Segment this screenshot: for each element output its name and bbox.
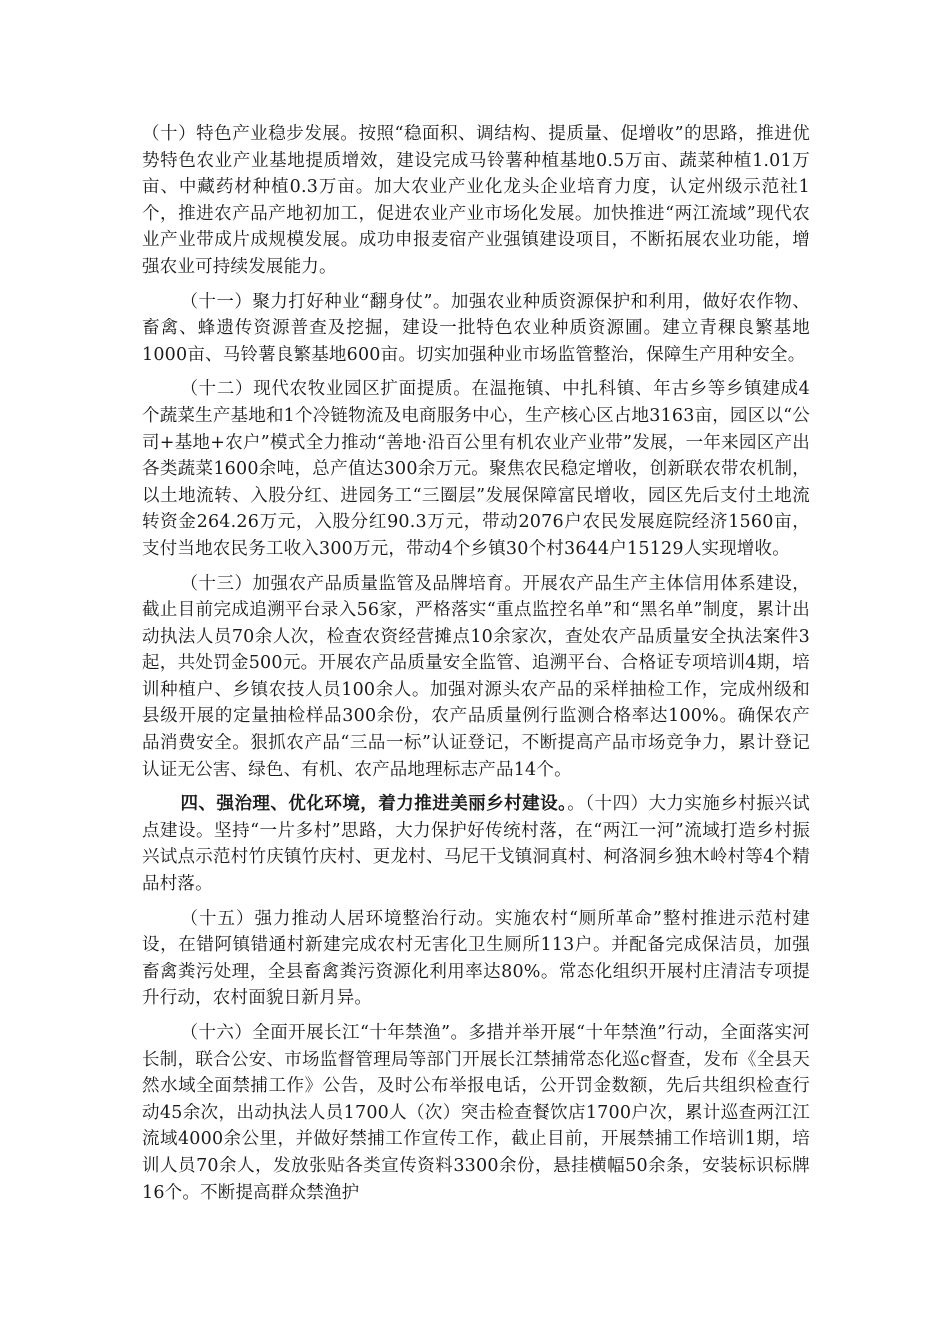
paragraph-section-four: [142, 791, 810, 897]
document-body: [142, 121, 810, 1206]
paragraph-specialty-industry: （十）特色产业稳步发展。按照“稳面积、调结构、提质量、促增收”的思路，推进优势特色农业产业基地提质增效，建设完成马铃薯种植基地0.5万亩、蔬菜种植1.01万亩、中藏药材种植0.3万亩。加大农业产业化龙头企业培育力度，认定州级示范社1个，推进农产品产地初加工，促进农业产业市场化发展。加快推进“两江流域”现代农业产业带成片成规模发展。成功申报麦宿产业强镇建设项目，不断拓展农业功能，增强农业可持续发展能力。: [142, 124, 810, 277]
section-four-text: 。（十四）大力实施乡村振兴试点建设。坚持“一片多村”思路，大力保护好传统村落，在“两江一河”流域打造乡村振兴试点示范村竹庆镇竹庆村、更龙村、马尼干戈镇洞真村、柯洛洞乡独木岭村等4个精品村落。: [142, 794, 810, 895]
paragraph-seed-industry: （十一）聚力打好种业“翻身仗”。加强农业种质资源保护和利用，做好农作物、畜禽、蜂遗传资源普查及挖掘，建设一批特色农业种质资源圃。建立青稞良繁基地1000亩、马铃薯良繁基地600亩。切实加强种业市场监管整治，保障生产用种安全。: [142, 291, 810, 365]
paragraph-quality-supervision: （十三）加强农产品质量监管及品牌培育。开展农产品生产主体信用体系建设，截止目前完成追溯平台录入56家，严格落实“重点监控名单”和“黑名单”制度，累计出动执法人员70余人次，检查农资经营摊点10余家次，查处农产品质量安全执法案件3起，共处罚金500元。开展农产品质量安全监管、追溯平台、合格证专项培训4期，培训种植户、乡镇农技人员100余人。加强对源头农产品的采样抽检工作，完成州级和县级开展的定量抽检样品300余份，农产品质量例行监测合格率达100%。确保农产品消费安全。狠抓农产品“三品一标”认证登记，不断提高产品市场竞争力，累计登记认证无公害、绿色、有机、农产品地理标志产品14个。: [142, 573, 810, 780]
section-four-heading: 四、强治理、优化环境，着力推进美丽乡村建设。: [180, 794, 568, 815]
paragraph-living-environment: （十五）强力推动人居环境整治行动。实施农村“厕所革命”整村推进示范村建设，在错阿镇错通村新建完成农村无害化卫生厕所113户。并配备完成保洁员，加强畜禽粪污处理，全县畜禽粪污资源化利用率达80%。常态化组织开展村庄清洁专项提升行动，农村面貌日新月异。: [142, 908, 810, 1009]
paragraph-fishing-ban: （十六）全面开展长江“十年禁渔”。多措并举开展“十年禁渔”行动，全面落实河长制，联合公安、市场监督管理局等部门开展长江禁捕常态化巡c督查，发布《全县天然水域全面禁捕工作》公告，及时公布举报电话，公开罚金数额，先后共组织检查行动45余次，出动执法人员1700人（次）突击检查餐饮店1700户次，累计巡查两江江流域4000余公里，并做好禁捕工作宣传工作，截止目前，开展禁捕工作培训1期，培训人员70余人，发放张贴各类宣传资料3300余份，悬挂横幅50余条，安装标识标牌16个。不断提高群众禁渔护: [142, 1023, 810, 1203]
paragraph-agri-park: （十二）现代农牧业园区扩面提质。在温拖镇、中扎科镇、年古乡等乡镇建成4个蔬菜生产基地和1个冷链物流及电商服务中心，生产核心区占地3163亩，园区以“公司+基地+农户”模式全力推动“善地·沿百公里有机农业产业带”发展，一年来园区产出各类蔬菜1600余吨，总产值达300余万元。聚焦农民稳定增收，创新联农带农机制，以土地流转、入股分红、进园务工“三圈层”发展保障富民增收，园区先后支付土地流转资金264.26万元，入股分红90.3万元，带动2076户农民发展庭院经济1560亩，支付当地农民务工收入300万元，带动4个乡镇30个村3644户15129人实现增收。: [142, 379, 810, 559]
